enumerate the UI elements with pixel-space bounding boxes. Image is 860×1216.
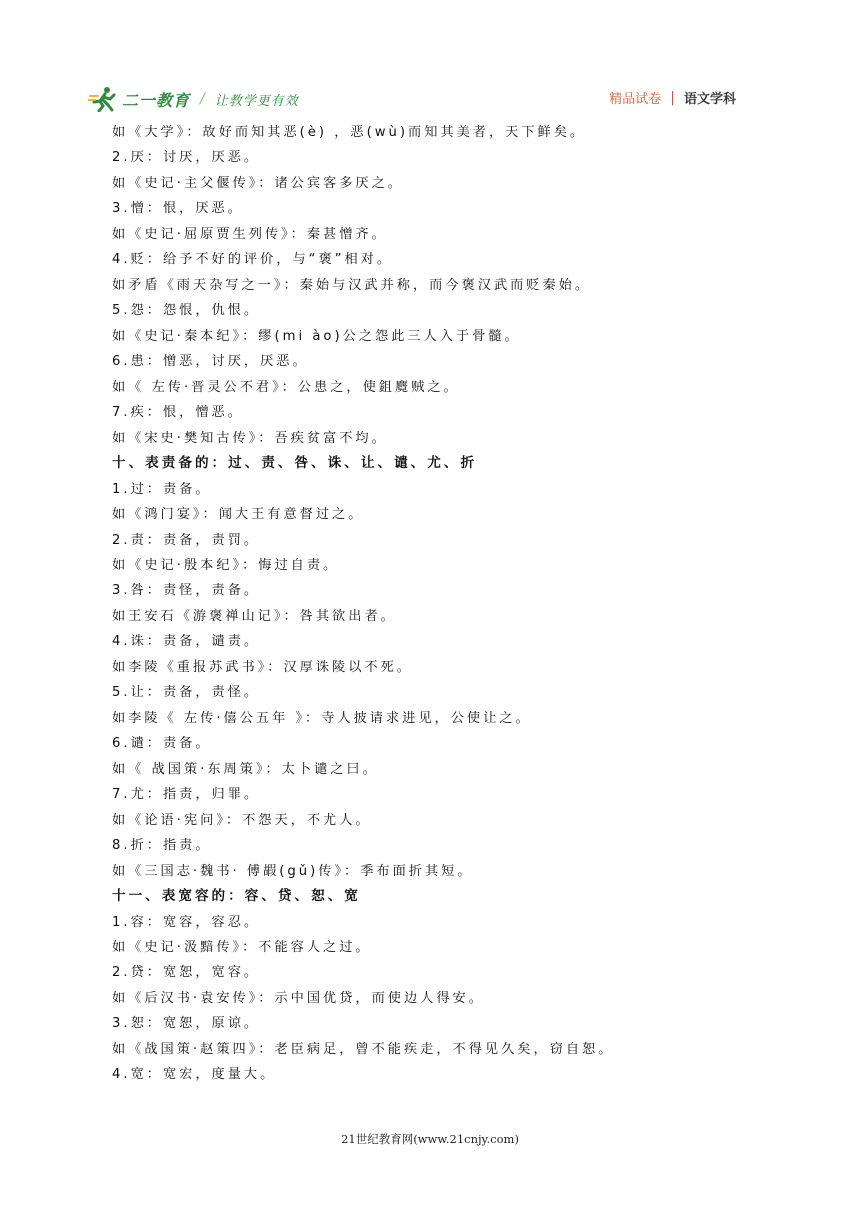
- text-line: 3.恕：宽恕，原谅。: [112, 1016, 261, 1032]
- text-line: 4.贬：给予不好的评价，与“褒”相对。: [112, 252, 394, 268]
- tag-premium: 精品试卷: [609, 92, 662, 107]
- running-figure-icon: [88, 86, 120, 112]
- page-footer: 21世纪教育网(www.21cnjy.com): [341, 1132, 519, 1146]
- text-line: 7.尤：指责，归罪。: [112, 787, 261, 803]
- slogan: 让教学更有效: [214, 93, 299, 109]
- text-line: 如《 左传·晋灵公不君》：公患之，使鉏麑贼之。: [112, 379, 460, 395]
- text-line: 3.憎：恨，厌恶。: [112, 201, 244, 217]
- text-line: 如《大学》：故好而知其恶(è) ，恶(wù)而知其美者，天下鲜矣。: [112, 125, 587, 140]
- tag-subject: 语文学科: [683, 92, 736, 107]
- text-line: 2.贷：宽恕，宽容。: [112, 965, 261, 981]
- text-line: 4.宽：宽宏，度量大。: [112, 1067, 277, 1083]
- header-slash: /: [200, 91, 205, 107]
- text-line: 2.责：责备，责罚。: [112, 532, 261, 548]
- header-tags: [609, 88, 736, 107]
- page-header: [88, 86, 736, 112]
- text-line: 6.患：憎恶，讨厌，厌恶。: [112, 354, 309, 370]
- text-line: 如《战国策·赵策四》：老臣病足，曾不能疾走，不得见久矣，窃自恕。: [112, 1041, 615, 1057]
- text-line: 2.厌：讨厌，厌恶。: [112, 150, 261, 166]
- text-line: 如《后汉书·袁安传》：示中国优贷，而使边人得安。: [112, 990, 485, 1006]
- text-line: 如《史记·秦本纪》：缪(mi ào)公之怨此三人入于骨髓。: [112, 328, 521, 344]
- text-line: 如王安石《游褒禅山记》：咎其欲出者。: [112, 608, 397, 624]
- text-line: 如《史记·殷本纪》：悔过自责。: [112, 557, 340, 573]
- text-line: 5.让：责备，责怪。: [112, 685, 261, 701]
- text-line: 8.折：指责。: [112, 838, 212, 854]
- text-line: 如《论语·宪问》：不怨天，不尤人。: [112, 812, 372, 828]
- text-line: 如《史记·主父偃传》：诸公宾客多厌之。: [112, 175, 404, 191]
- text-line: 5.怨：怨恨，仇恨。: [112, 303, 261, 319]
- text-line: 4.诛：责备，谴责。: [112, 634, 261, 650]
- brand-name: 二一教育: [122, 90, 191, 110]
- tag-separator: |: [670, 89, 675, 106]
- text-line: 如《宋史·樊知古传》：吾疾贫富不均。: [112, 430, 388, 446]
- section-heading: 十一、表宽容的：容、贷、恕、宽: [112, 888, 361, 905]
- text-line: 如《 战国策·东周策》：太卜谴之曰。: [112, 761, 379, 777]
- text-line: 如《史记·屈原贾生列传》：秦甚憎齐。: [112, 226, 388, 242]
- section-heading: 十、表责备的：过、责、咎、诛、让、谴、尤、折: [112, 455, 478, 472]
- text-line: 1.过：责备。: [112, 481, 212, 497]
- text-line: 如《史记·汲黯传》：不能容人之过。: [112, 940, 372, 955]
- text-line: 1.容：宽容，容忍。: [112, 914, 261, 930]
- text-line: 6.谴：责备。: [112, 736, 212, 752]
- text-line: 如李陵《重报苏武书》：汉厚诛陵以不死。: [112, 659, 413, 675]
- text-line: 7.疾：恨，憎恶。: [112, 405, 244, 421]
- text-line: 如矛盾《雨天杂写之一》：秦始与汉武并称，而今褒汉武而贬秦始。: [112, 277, 592, 293]
- text-line: 如李陵《 左传·僖公五年 》：寺人披请求进见，公使让之。: [112, 710, 532, 726]
- text-line: 如《三国志·魏书· 傅嘏(gǔ)传》：季布面折其短。: [112, 863, 474, 879]
- text-line: 如《鸿门宴》：闻大王有意督过之。: [112, 507, 365, 523]
- logo: [88, 86, 299, 112]
- text-line: 3.咎：责怪，责备。: [112, 583, 261, 599]
- document-body: [112, 120, 752, 1088]
